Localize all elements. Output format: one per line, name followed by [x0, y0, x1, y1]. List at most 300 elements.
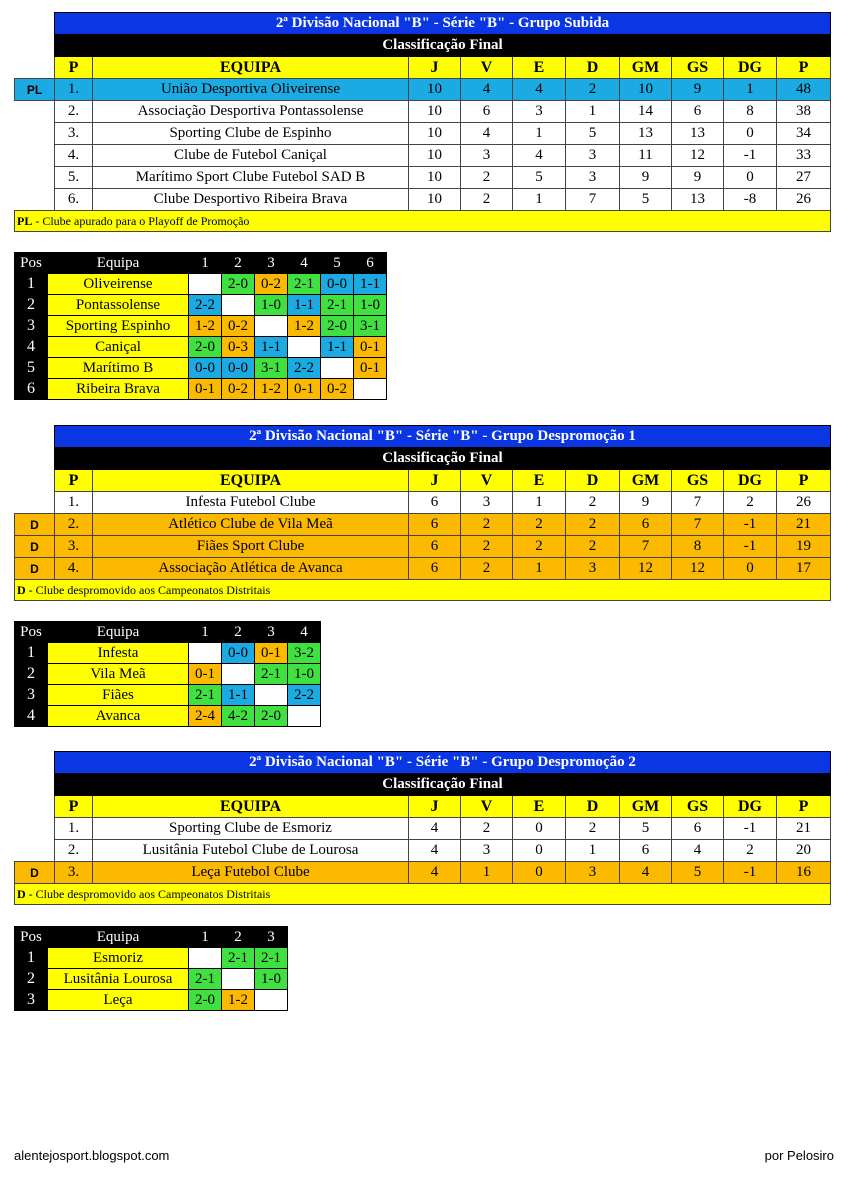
- column-header: P: [777, 57, 831, 79]
- section-subtitle: Classificação Final: [55, 35, 831, 57]
- table-row: [15, 514, 831, 536]
- cell-p: 21: [777, 818, 831, 840]
- matrix-column-header: Pos: [15, 927, 48, 948]
- table-row: [15, 840, 831, 862]
- cell-e: 1: [513, 558, 566, 580]
- cell-dg: 8: [724, 101, 777, 123]
- cell-d: 2: [566, 818, 620, 840]
- cell-gm: 11: [620, 145, 672, 167]
- cell-pos: 1.: [55, 79, 93, 101]
- match-result-cell: [354, 379, 387, 400]
- matrix-team: Ribeira Brava: [48, 379, 189, 400]
- match-result-cell: 2-0: [189, 990, 222, 1011]
- matrix-team: Fiães: [48, 685, 189, 706]
- cell-p: 16: [777, 862, 831, 884]
- match-result-cell: [222, 295, 255, 316]
- matrix-column-header: 5: [321, 253, 354, 274]
- match-result-cell: 3-1: [255, 358, 288, 379]
- standings-table-subida: [14, 12, 831, 232]
- section-subtitle-row: [15, 774, 831, 796]
- cell-e: 0: [513, 862, 566, 884]
- cell-j: 4: [409, 862, 461, 884]
- matrix-row: [15, 664, 321, 685]
- cell-team: Sporting Clube de Espinho: [93, 123, 409, 145]
- cell-e: 1: [513, 189, 566, 211]
- status-badge: D: [15, 862, 55, 884]
- column-header: P: [55, 57, 93, 79]
- cell-gm: 9: [620, 167, 672, 189]
- matrix-row: [15, 643, 321, 664]
- status-badge: PL: [15, 79, 55, 101]
- match-result-cell: 0-1: [189, 664, 222, 685]
- column-header: GS: [672, 796, 724, 818]
- table-row: [15, 79, 831, 101]
- matrix-team: Oliveirense: [48, 274, 189, 295]
- cell-v: 3: [461, 840, 513, 862]
- legend-key: D: [17, 583, 26, 597]
- match-result-cell: 2-1: [255, 948, 288, 969]
- matrix-column-header: 3: [255, 622, 288, 643]
- match-result-cell: [189, 643, 222, 664]
- cell-p: 17: [777, 558, 831, 580]
- match-result-cell: 2-2: [189, 295, 222, 316]
- cell-p: 38: [777, 101, 831, 123]
- table-row: [15, 101, 831, 123]
- legend: [15, 580, 831, 601]
- match-result-cell: 0-1: [255, 643, 288, 664]
- cell-j: 4: [409, 818, 461, 840]
- match-result-cell: 2-2: [288, 358, 321, 379]
- match-result-cell: 2-1: [255, 664, 288, 685]
- cell-j: 6: [409, 558, 461, 580]
- column-header: D: [566, 470, 620, 492]
- column-header: EQUIPA: [93, 470, 409, 492]
- column-header: DG: [724, 57, 777, 79]
- section-title-row: [15, 752, 831, 774]
- cell-dg: -1: [724, 818, 777, 840]
- match-result-cell: 1-0: [255, 295, 288, 316]
- column-header: E: [513, 796, 566, 818]
- cell-j: 10: [409, 189, 461, 211]
- column-header: V: [461, 470, 513, 492]
- cell-j: 10: [409, 79, 461, 101]
- cell-gs: 8: [672, 536, 724, 558]
- match-result-cell: 1-1: [255, 337, 288, 358]
- matrix-team: Avanca: [48, 706, 189, 727]
- status-badge: [15, 189, 55, 211]
- match-result-cell: [189, 274, 222, 295]
- match-result-cell: 1-0: [255, 969, 288, 990]
- cell-d: 5: [566, 123, 620, 145]
- match-result-cell: 0-2: [255, 274, 288, 295]
- matrix-position: 4: [15, 337, 48, 358]
- cell-p: 34: [777, 123, 831, 145]
- match-result-cell: 4-2: [222, 706, 255, 727]
- column-header: E: [513, 470, 566, 492]
- cell-team: Associação Desportiva Pontassolense: [93, 101, 409, 123]
- cell-v: 1: [461, 862, 513, 884]
- cell-gs: 13: [672, 123, 724, 145]
- matrix-column-header: 3: [255, 927, 288, 948]
- column-header: J: [409, 470, 461, 492]
- legend: [15, 211, 831, 232]
- match-result-cell: [288, 706, 321, 727]
- matrix-column-header: 2: [222, 622, 255, 643]
- footer-author: por Pelosiro: [764, 1148, 834, 1163]
- matrix-team: Caniçal: [48, 337, 189, 358]
- cell-e: 2: [513, 536, 566, 558]
- section-title: 2ª Divisão Nacional "B" - Série "B" - Grupo Despromoção 1: [55, 426, 831, 448]
- table-row: [15, 818, 831, 840]
- match-result-cell: 2-2: [288, 685, 321, 706]
- section-title-row: [15, 426, 831, 448]
- section-title: 2ª Divisão Nacional "B" - Série "B" - Grupo Subida: [55, 13, 831, 35]
- match-result-cell: [222, 969, 255, 990]
- matrix-column-header: Equipa: [48, 253, 189, 274]
- matrix-column-header: 3: [255, 253, 288, 274]
- cell-pos: 2.: [55, 101, 93, 123]
- cell-p: 21: [777, 514, 831, 536]
- section-subtitle-row: [15, 448, 831, 470]
- match-result-cell: 0-0: [189, 358, 222, 379]
- matrix-column-header: 6: [354, 253, 387, 274]
- match-result-cell: 1-2: [222, 990, 255, 1011]
- match-result-cell: 1-0: [354, 295, 387, 316]
- column-header: GS: [672, 470, 724, 492]
- cell-d: 1: [566, 101, 620, 123]
- cell-p: 26: [777, 492, 831, 514]
- cell-team: Fiães Sport Clube: [93, 536, 409, 558]
- cell-gs: 6: [672, 101, 724, 123]
- matrix-header-row: [15, 253, 387, 274]
- cell-gs: 9: [672, 167, 724, 189]
- cell-dg: -1: [724, 862, 777, 884]
- cell-team: Lusitânia Futebol Clube de Lourosa: [93, 840, 409, 862]
- column-header: J: [409, 796, 461, 818]
- match-result-cell: [288, 337, 321, 358]
- column-header: EQUIPA: [93, 796, 409, 818]
- standings-table-despromocao-1: [14, 425, 831, 601]
- matrix-column-header: 1: [189, 927, 222, 948]
- section-title-row: [15, 13, 831, 35]
- cell-team: Clube Desportivo Ribeira Brava: [93, 189, 409, 211]
- match-result-cell: 0-1: [189, 379, 222, 400]
- column-header: GM: [620, 796, 672, 818]
- cell-v: 2: [461, 818, 513, 840]
- column-header: V: [461, 57, 513, 79]
- match-result-cell: 1-0: [288, 664, 321, 685]
- table-row: [15, 123, 831, 145]
- table-row: [15, 145, 831, 167]
- matrix-column-header: 2: [222, 253, 255, 274]
- matrix-row: [15, 337, 387, 358]
- match-result-cell: 3-2: [288, 643, 321, 664]
- standings-table-despromocao-2: [14, 751, 831, 905]
- match-result-cell: 0-3: [222, 337, 255, 358]
- matrix-row: [15, 379, 387, 400]
- cell-d: 7: [566, 189, 620, 211]
- cell-v: 3: [461, 492, 513, 514]
- match-result-cell: [189, 948, 222, 969]
- cell-d: 3: [566, 167, 620, 189]
- cell-dg: -1: [724, 145, 777, 167]
- matrix-team: Esmoriz: [48, 948, 189, 969]
- cell-gs: 4: [672, 840, 724, 862]
- match-result-cell: 0-0: [222, 358, 255, 379]
- cell-e: 4: [513, 79, 566, 101]
- cell-v: 2: [461, 514, 513, 536]
- cell-gm: 6: [620, 840, 672, 862]
- match-result-cell: 1-2: [189, 316, 222, 337]
- cell-dg: 1: [724, 79, 777, 101]
- status-badge: [15, 492, 55, 514]
- cell-j: 10: [409, 145, 461, 167]
- matrix-team: Sporting Espinho: [48, 316, 189, 337]
- matrix-column-header: 2: [222, 927, 255, 948]
- cell-e: 4: [513, 145, 566, 167]
- cell-e: 1: [513, 123, 566, 145]
- cell-d: 2: [566, 79, 620, 101]
- cell-d: 2: [566, 514, 620, 536]
- matrix-column-header: 4: [288, 622, 321, 643]
- table-row: [15, 492, 831, 514]
- column-header: GM: [620, 470, 672, 492]
- matrix-column-header: 1: [189, 622, 222, 643]
- results-matrix-subida: [14, 252, 387, 400]
- matrix-position: 1: [15, 274, 48, 295]
- match-result-cell: 2-1: [321, 295, 354, 316]
- matrix-column-header: 4: [288, 253, 321, 274]
- table-row: [15, 862, 831, 884]
- cell-v: 6: [461, 101, 513, 123]
- cell-gs: 12: [672, 558, 724, 580]
- cell-d: 3: [566, 558, 620, 580]
- cell-e: 0: [513, 818, 566, 840]
- matrix-column-header: Pos: [15, 622, 48, 643]
- results-matrix-despromocao-2: [14, 926, 288, 1011]
- cell-e: 2: [513, 514, 566, 536]
- matrix-position: 1: [15, 948, 48, 969]
- cell-team: Infesta Futebol Clube: [93, 492, 409, 514]
- cell-v: 2: [461, 558, 513, 580]
- cell-team: Sporting Clube de Esmoriz: [93, 818, 409, 840]
- match-result-cell: 0-2: [222, 379, 255, 400]
- cell-gs: 12: [672, 145, 724, 167]
- match-result-cell: [222, 664, 255, 685]
- cell-dg: 0: [724, 558, 777, 580]
- cell-pos: 4.: [55, 558, 93, 580]
- match-result-cell: 2-0: [189, 337, 222, 358]
- cell-gs: 13: [672, 189, 724, 211]
- cell-j: 6: [409, 492, 461, 514]
- cell-d: 2: [566, 536, 620, 558]
- match-result-cell: 0-1: [354, 337, 387, 358]
- column-header: GS: [672, 57, 724, 79]
- cell-pos: 2.: [55, 514, 93, 536]
- match-result-cell: 1-1: [321, 337, 354, 358]
- matrix-column-header: 1: [189, 253, 222, 274]
- cell-e: 0: [513, 840, 566, 862]
- match-result-cell: 0-2: [321, 379, 354, 400]
- table-row: [15, 558, 831, 580]
- matrix-position: 2: [15, 969, 48, 990]
- match-result-cell: 2-0: [222, 274, 255, 295]
- column-header: P: [55, 470, 93, 492]
- status-badge: [15, 840, 55, 862]
- match-result-cell: [255, 990, 288, 1011]
- cell-d: 3: [566, 145, 620, 167]
- match-result-cell: 2-0: [321, 316, 354, 337]
- cell-dg: -1: [724, 536, 777, 558]
- matrix-position: 4: [15, 706, 48, 727]
- cell-dg: 2: [724, 840, 777, 862]
- match-result-cell: 2-1: [189, 969, 222, 990]
- matrix-row: [15, 316, 387, 337]
- cell-e: 1: [513, 492, 566, 514]
- cell-j: 10: [409, 123, 461, 145]
- match-result-cell: 2-0: [255, 706, 288, 727]
- matrix-position: 3: [15, 316, 48, 337]
- cell-gm: 12: [620, 558, 672, 580]
- status-badge: [15, 818, 55, 840]
- column-header: GM: [620, 57, 672, 79]
- cell-dg: 0: [724, 123, 777, 145]
- cell-p: 27: [777, 167, 831, 189]
- column-header: DG: [724, 470, 777, 492]
- match-result-cell: 0-0: [222, 643, 255, 664]
- cell-d: 3: [566, 862, 620, 884]
- status-badge: [15, 145, 55, 167]
- cell-gm: 9: [620, 492, 672, 514]
- cell-p: 20: [777, 840, 831, 862]
- legend-row: [15, 211, 831, 232]
- column-header: P: [55, 796, 93, 818]
- cell-j: 6: [409, 536, 461, 558]
- cell-gs: 9: [672, 79, 724, 101]
- cell-gs: 6: [672, 818, 724, 840]
- table-row: [15, 167, 831, 189]
- match-result-cell: 3-1: [354, 316, 387, 337]
- cell-dg: 2: [724, 492, 777, 514]
- cell-gm: 5: [620, 818, 672, 840]
- match-result-cell: 2-1: [189, 685, 222, 706]
- cell-pos: 4.: [55, 145, 93, 167]
- cell-p: 26: [777, 189, 831, 211]
- table-header-row: [15, 57, 831, 79]
- cell-v: 2: [461, 167, 513, 189]
- cell-gm: 13: [620, 123, 672, 145]
- matrix-team: Vila Meã: [48, 664, 189, 685]
- legend-text: - Clube apurado para o Playoff de Promoção: [32, 214, 250, 228]
- column-header: E: [513, 57, 566, 79]
- cell-p: 33: [777, 145, 831, 167]
- table-row: [15, 189, 831, 211]
- matrix-team: Lusitânia Lourosa: [48, 969, 189, 990]
- cell-gs: 7: [672, 492, 724, 514]
- matrix-column-header: Pos: [15, 253, 48, 274]
- match-result-cell: 2-4: [189, 706, 222, 727]
- status-badge: [15, 101, 55, 123]
- cell-p: 48: [777, 79, 831, 101]
- cell-team: União Desportiva Oliveirense: [93, 79, 409, 101]
- cell-pos: 1.: [55, 818, 93, 840]
- match-result-cell: 1-2: [255, 379, 288, 400]
- cell-j: 10: [409, 167, 461, 189]
- column-header: EQUIPA: [93, 57, 409, 79]
- matrix-team: Leça: [48, 990, 189, 1011]
- cell-j: 10: [409, 101, 461, 123]
- match-result-cell: 1-1: [222, 685, 255, 706]
- matrix-row: [15, 685, 321, 706]
- matrix-position: 1: [15, 643, 48, 664]
- section-subtitle-row: [15, 35, 831, 57]
- cell-e: 5: [513, 167, 566, 189]
- section-title: 2ª Divisão Nacional "B" - Série "B" - Grupo Despromoção 2: [55, 752, 831, 774]
- legend-text: - Clube despromovido aos Campeonatos Distritais: [25, 583, 271, 597]
- cell-e: 3: [513, 101, 566, 123]
- matrix-row: [15, 358, 387, 379]
- match-result-cell: [255, 685, 288, 706]
- match-result-cell: 0-0: [321, 274, 354, 295]
- matrix-column-header: Equipa: [48, 927, 189, 948]
- cell-team: Atlético Clube de Vila Meã: [93, 514, 409, 536]
- cell-gs: 7: [672, 514, 724, 536]
- match-result-cell: 0-1: [354, 358, 387, 379]
- cell-j: 6: [409, 514, 461, 536]
- status-badge: D: [15, 558, 55, 580]
- cell-gm: 7: [620, 536, 672, 558]
- column-header: J: [409, 57, 461, 79]
- cell-team: Clube de Futebol Caniçal: [93, 145, 409, 167]
- matrix-position: 2: [15, 664, 48, 685]
- match-result-cell: 2-1: [288, 274, 321, 295]
- match-result-cell: 0-1: [288, 379, 321, 400]
- matrix-row: [15, 274, 387, 295]
- cell-pos: 6.: [55, 189, 93, 211]
- column-header: P: [777, 796, 831, 818]
- status-badge: [15, 167, 55, 189]
- matrix-position: 3: [15, 990, 48, 1011]
- legend-row: [15, 884, 831, 905]
- cell-dg: 0: [724, 167, 777, 189]
- match-result-cell: [321, 358, 354, 379]
- match-result-cell: [255, 316, 288, 337]
- cell-pos: 3.: [55, 536, 93, 558]
- cell-v: 4: [461, 123, 513, 145]
- legend: [15, 884, 831, 905]
- matrix-position: 2: [15, 295, 48, 316]
- cell-team: Marítimo Sport Clube Futebol SAD B: [93, 167, 409, 189]
- cell-team: Leça Futebol Clube: [93, 862, 409, 884]
- matrix-position: 5: [15, 358, 48, 379]
- legend-text: - Clube despromovido aos Campeonatos Distritais: [25, 887, 271, 901]
- match-result-cell: 1-1: [288, 295, 321, 316]
- results-matrix-despromocao-1: [14, 621, 321, 727]
- status-badge: D: [15, 514, 55, 536]
- footer-site: alentejosport.blogspot.com: [14, 1148, 170, 1163]
- legend-key: PL: [17, 214, 33, 228]
- column-header: D: [566, 57, 620, 79]
- matrix-row: [15, 990, 288, 1011]
- section-subtitle: Classificação Final: [55, 774, 831, 796]
- matrix-row: [15, 706, 321, 727]
- column-header: P: [777, 470, 831, 492]
- legend-key: D: [17, 887, 26, 901]
- cell-pos: 3.: [55, 123, 93, 145]
- match-result-cell: 1-2: [288, 316, 321, 337]
- table-header-row: [15, 796, 831, 818]
- table-header-row: [15, 470, 831, 492]
